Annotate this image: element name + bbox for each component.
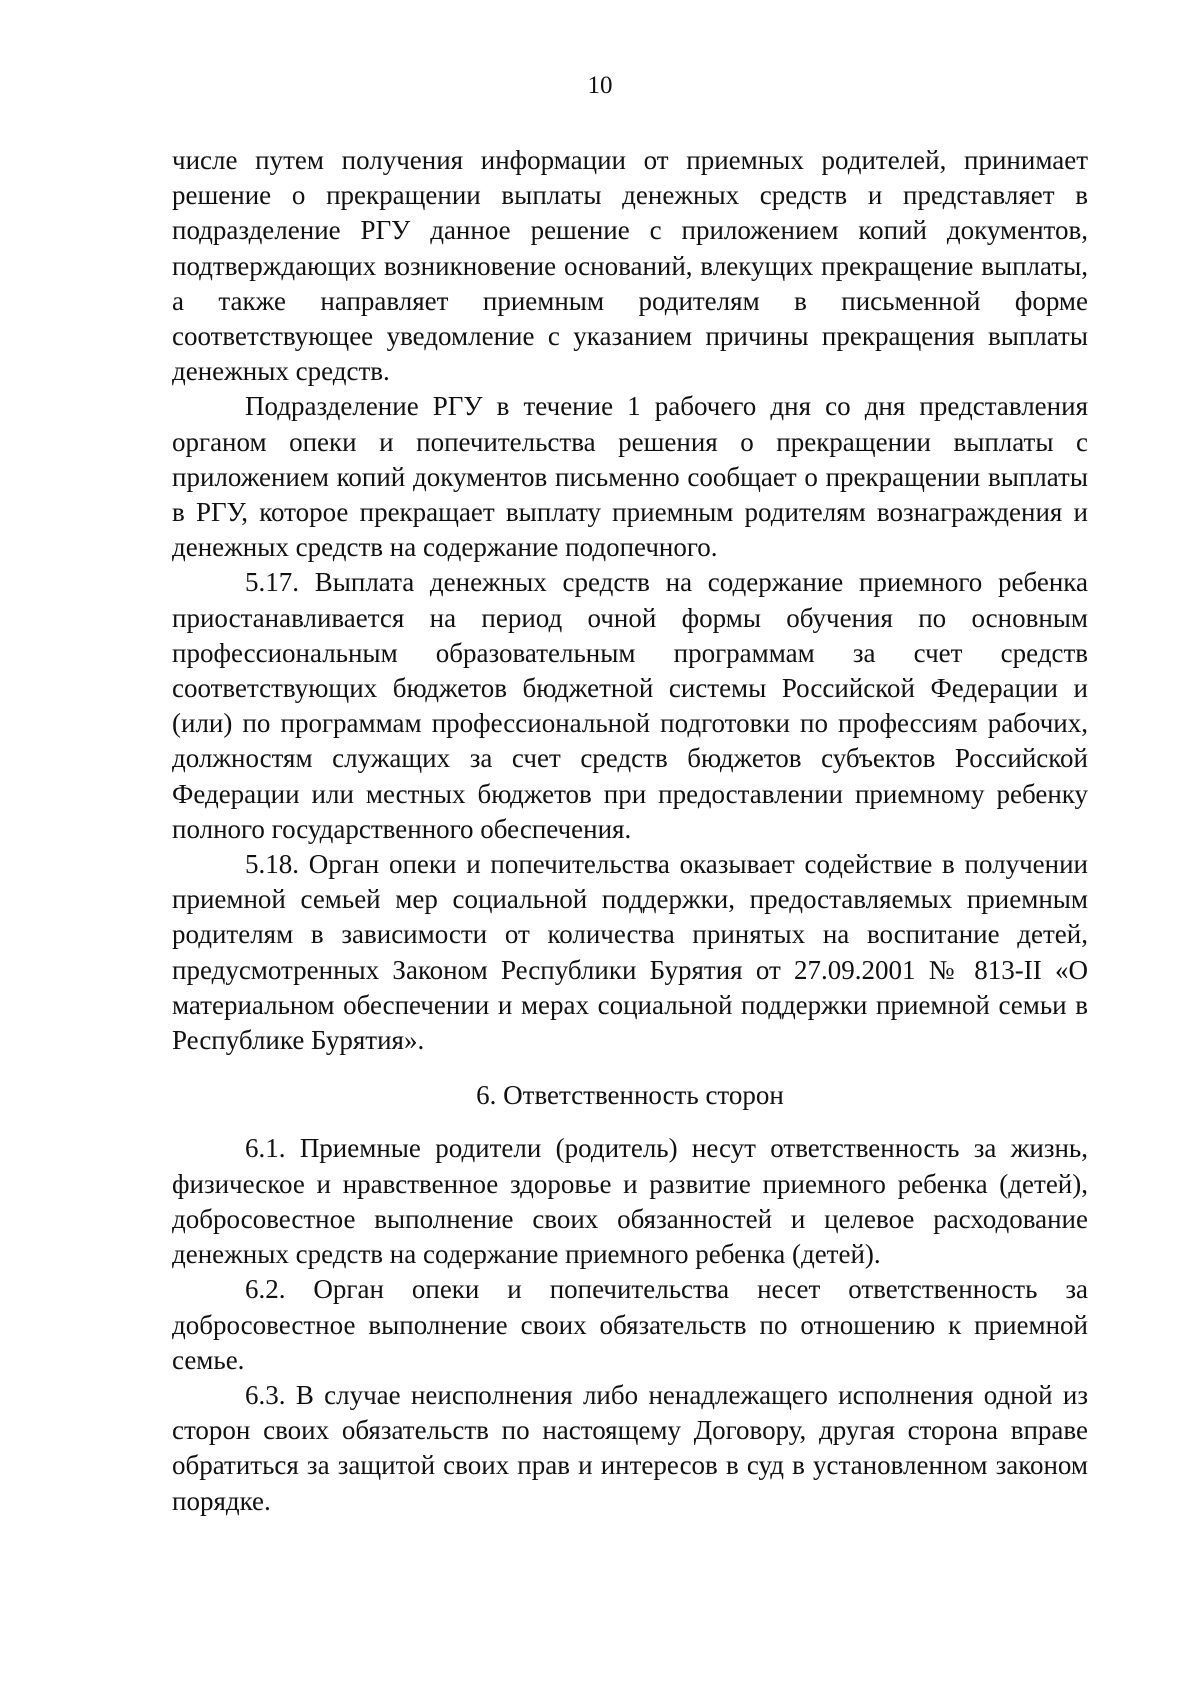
paragraph-continuation: числе путем получения информации от приемных родителей, принимает решение о прекращении выплаты денежных средств и представляет в подразделение РГУ данное решение с приложением копий документов, подтверждающих возникновение оснований, влекущих прекращение выплаты, а также направляет приемным родителям в письменной форме соответствующее уведомление с указанием причины прекращения выплаты денежных средств.	[172, 145, 1088, 387]
clause-6-1: 6.1. Приемные родители (родитель) несут ответственность за жизнь, физическое и нравственное здоровье и развитие приемного ребенка (детей), добросовестное выполнение своих обязанностей и целевое расходование денежных средств на содержание приемного ребенка (детей).	[172, 1133, 1088, 1270]
clause-6-3: 6.3. В случае неисполнения либо ненадлежащего исполнения одной из сторон своих обязательств по настоящему Договору, другая сторона вправе обратиться за защитой своих прав и интересов в суд в установленном законом порядке.	[172, 1379, 1088, 1516]
section-heading-responsibility: 6. Ответственность сторон	[476, 1080, 784, 1111]
clause-6-2: 6.2. Орган опеки и попечительства несет ответственность за добросовестное выполнение своих обязательств по отношению к приемной семье.	[172, 1274, 1088, 1375]
clause-5-18: 5.18. Орган опеки и попечительства оказывает содействие в получении приемной семьей мер социальной поддержки, предоставляемых приемным родителям в зависимости от количества принятых на воспитание детей, предусмотренных Законом Республики Бурятия от 27.09.2001 № 813-II «О материальном обеспечении и мерах социальной поддержки приемной семьи в Республике Бурятия».	[172, 849, 1088, 1056]
page-number: 10	[587, 72, 613, 99]
paragraph-rgu-division: Подразделение РГУ в течение 1 рабочего дня со дня представления органом опеки и попечительства решения о прекращении выплаты с приложением копий документов письменно сообщает о прекращении выплаты в РГУ, которое прекращает выплату приемным родителям вознаграждения и денежных средств на содержание подопечного.	[172, 391, 1088, 563]
document-body	[172, 143, 1088, 1519]
clause-5-17: 5.17. Выплата денежных средств на содержание приемного ребенка приостанавливается на период очной формы обучения по основным профессиональным образовательным программам за счет средств соответствующих бюджетов бюджетной системы Российской Федерации и (или) по программам профессиональной подготовки по профессиям рабочих, должностям служащих за счет средств бюджетов субъектов Российской Федерации или местных бюджетов при предоставлении приемному ребенку полного государственного обеспечения.	[172, 567, 1088, 844]
